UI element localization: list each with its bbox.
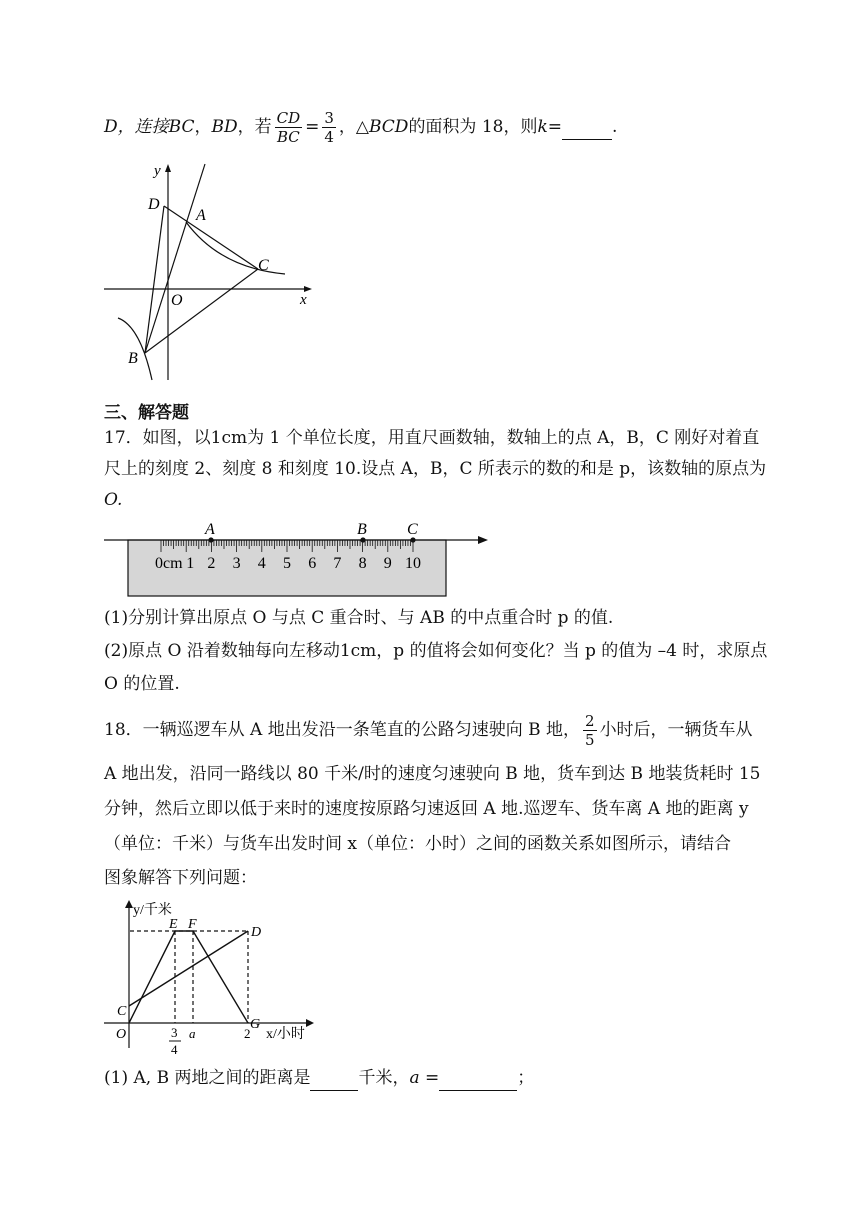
tick-34-den: 4 [171, 1042, 178, 1057]
q16-if: ，若 [237, 117, 272, 137]
q18-line3: 分钟，然后立即以低于来时的速度按原路匀速返回 A 地.巡逻车、货车离 A 地的距离 y [104, 799, 749, 819]
tick-a: a [189, 1026, 196, 1041]
label-a: A [196, 207, 206, 224]
q17-sub2-line1: (2)原点 O 沿着数轴每向左移动1cm，p 的值将会如何变化？当 p 的值为 –4 时，求原点 [104, 641, 768, 661]
q18-sub1-b: 千米， [358, 1068, 410, 1088]
point-c-dot [410, 537, 415, 542]
label-o: O [116, 1027, 127, 1042]
ruler-tick-label: 3 [232, 555, 241, 572]
label-c: C [117, 1004, 127, 1019]
q18-sub1 [104, 1066, 534, 1091]
q17-line3: O. [104, 490, 123, 510]
axis-arrow [478, 536, 488, 544]
label-y: y [154, 163, 161, 179]
q16-equals2: = [547, 117, 563, 137]
frac-numerator: CD [276, 109, 301, 127]
q16-fraction-cd-bc [275, 109, 303, 146]
frac-denominator: 5 [585, 731, 595, 749]
q16-bcd: BCD [368, 117, 409, 137]
q18-line1-a: 18．一辆巡逻车从 A 地出发沿一条笔直的公路匀速驶向 B 地， [104, 720, 581, 740]
q18-blank-a [439, 1066, 517, 1091]
ruler-zero-label: 0cm [155, 555, 183, 572]
ruler-tick-label: 9 [383, 555, 392, 572]
q17-line1: 17．如图，以1cm为 1 个单位长度，用直尺画数轴，数轴上的点 A，B，C 刚好对着直 [104, 428, 760, 448]
frac-denominator: BC [276, 128, 300, 146]
ruler-tick-label: 2 [207, 555, 216, 572]
ruler-tick-label: 4 [257, 555, 266, 572]
q18-line5: 图象解答下列问题： [104, 868, 257, 888]
line-ba [145, 164, 205, 353]
q17-line2: 尺上的刻度 2、刻度 8 和刻度 10.设点 A，B，C 所表示的数的和是 p，该数轴的原点为 [104, 459, 767, 479]
q16-period: . [612, 117, 618, 137]
q16-area-text: 的面积为 18，则 [408, 117, 538, 137]
point-b-label: B [357, 521, 367, 538]
ruler-tick-label: 5 [283, 555, 291, 572]
frac-numerator: 3 [324, 109, 334, 127]
label-e: E [169, 917, 178, 932]
point-a-dot [208, 537, 213, 542]
q16-triangle: ，△ [338, 117, 369, 137]
patrol-line [129, 931, 248, 1006]
q18-line4: （单位：千米）与货车出发时间 x（单位：小时）之间的函数关系如图所示，请结合 [104, 834, 731, 854]
q16-bc: BC [168, 117, 195, 137]
q16-bd: BD [211, 117, 238, 137]
q18-line2: A 地出发，沿同一路线以 80 千米/时的速度匀速驶向 B 地，货车到达 B 地装货耗时 15 [104, 764, 761, 784]
label-d: D [251, 925, 262, 940]
q18-sub1-a-var: a = [409, 1068, 440, 1088]
y-arrow [125, 900, 133, 908]
tick-34-num: 3 [171, 1025, 178, 1040]
ruler-tick-label: 1 [186, 555, 195, 572]
truck-line [129, 931, 248, 1023]
point-c-label: C [407, 521, 418, 538]
label-f: F [188, 917, 197, 932]
x-arrow [306, 1019, 314, 1027]
label-x: x [300, 292, 307, 308]
q17-sub1: (1)分别计算出原点 O 与点 C 重合时、与 AB 的中点重合时 p 的值. [104, 608, 614, 628]
label-b: B [128, 350, 138, 367]
line-bc [145, 269, 258, 353]
line-dc [164, 206, 258, 269]
q18-graph [100, 898, 316, 1058]
q18-line1-b: 小时后，一辆货车从 [599, 720, 753, 740]
q16-answer-blank [562, 115, 612, 140]
tick-2: 2 [244, 1026, 251, 1041]
q18-fraction [583, 712, 597, 749]
point-a-label: A [205, 521, 215, 538]
x-axis-label: x/小时 [266, 1027, 305, 1042]
label-o: O [171, 292, 183, 309]
q16-figure [100, 158, 315, 386]
q16-k: k [537, 117, 548, 137]
y-axis-label: y/千米 [133, 903, 172, 918]
hyperbola-q1 [186, 222, 285, 274]
q18-line1 [104, 712, 753, 749]
section-title: 三、解答题 [104, 403, 189, 423]
line-db [145, 206, 164, 353]
point-b-dot [360, 537, 365, 542]
ruler-tick-label: 8 [358, 555, 367, 572]
label-d: D [148, 196, 160, 213]
q16-text-d: D，连接 [104, 117, 169, 137]
frac-numerator: 2 [585, 712, 595, 730]
q17-sub2-line2: O 的位置. [104, 674, 180, 694]
hyperbola-q3 [118, 318, 152, 380]
q16-text-line [104, 109, 617, 146]
frac-denominator: 4 [324, 128, 334, 146]
q16-fraction-value [322, 109, 336, 146]
q16-comma: ， [194, 117, 212, 137]
ruler-tick-label: 6 [308, 555, 317, 572]
q18-blank-distance [310, 1066, 358, 1091]
q18-sub1-a: (1) A, B 两地之间的距离是 [104, 1068, 311, 1088]
label-c: C [258, 257, 269, 274]
q18-sub1-end: ； [517, 1068, 535, 1088]
q16-equals: = [305, 117, 320, 137]
ruler-tick-label: 7 [333, 555, 342, 572]
label-g: G [250, 1017, 261, 1032]
q17-ruler-figure [100, 518, 492, 600]
ruler-tick-label: 10 [405, 555, 421, 572]
